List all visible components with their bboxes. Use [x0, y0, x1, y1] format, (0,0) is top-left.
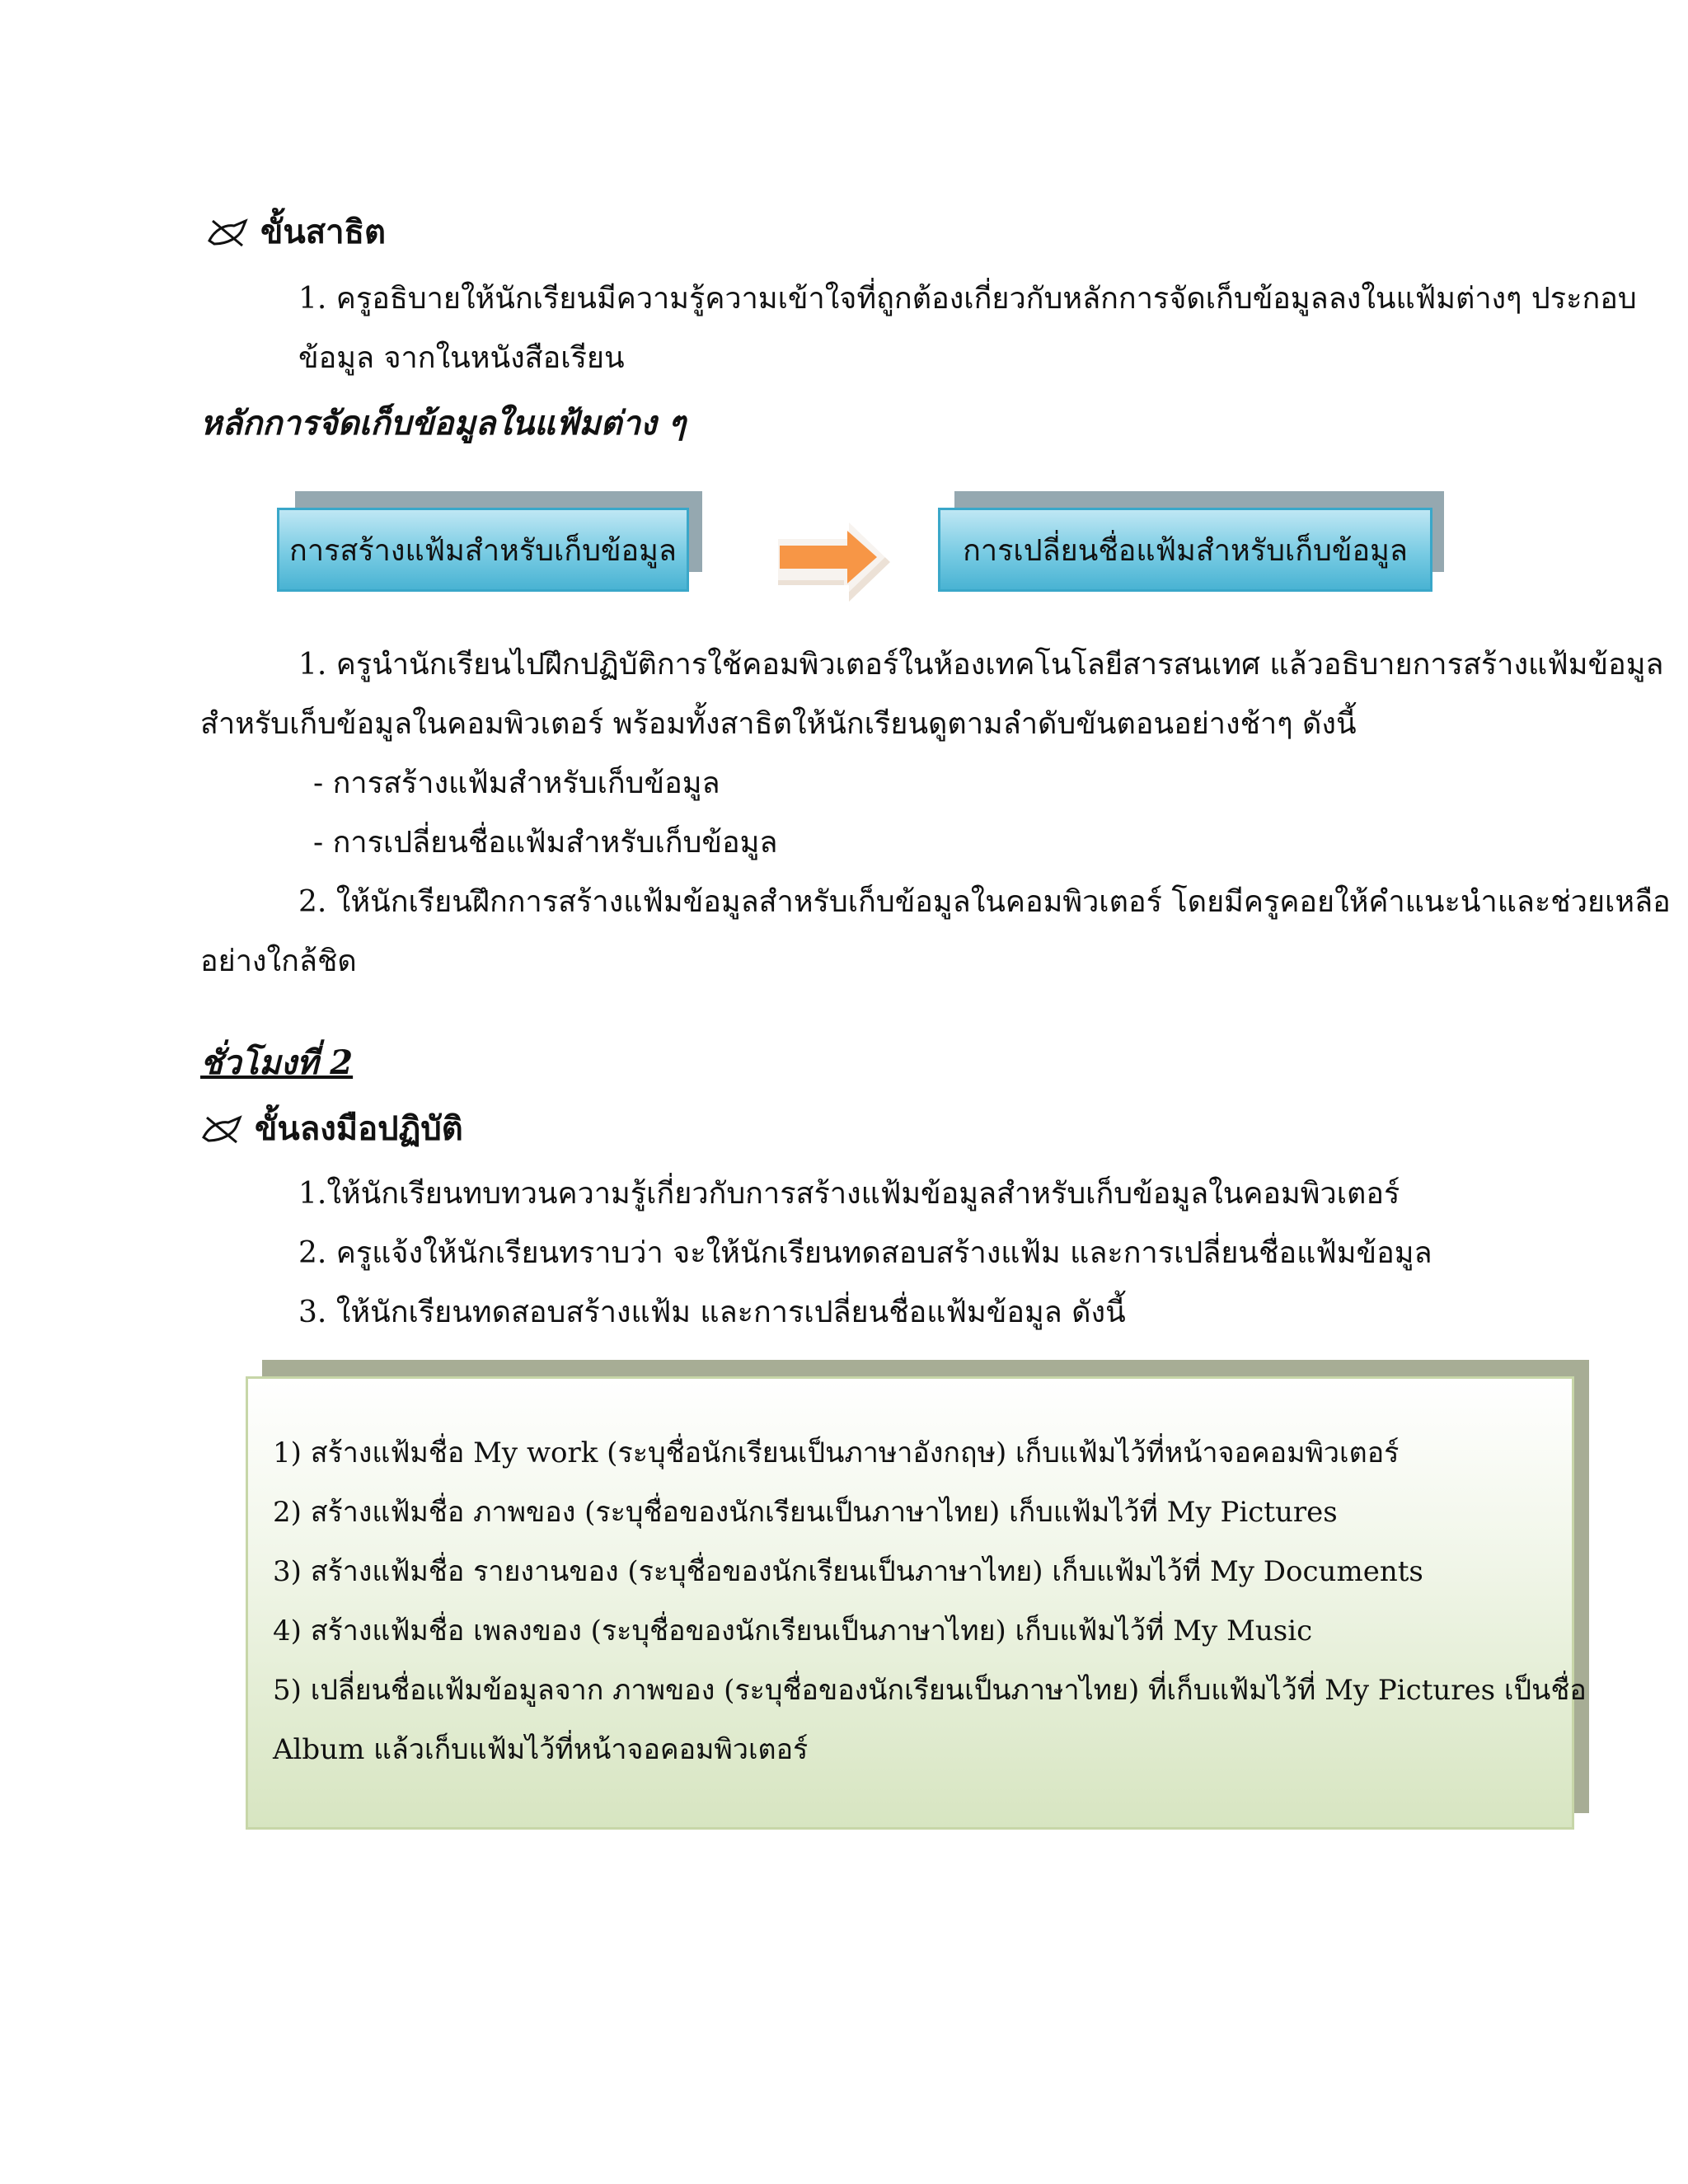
task-item: 2) สร้างแฟ้มชื่อ ภาพของ (ระบุชื่อของนักเรียนเป็นภาษาไทย) เก็บแฟ้มไว้ที่ My Pictures: [273, 1496, 1338, 1529]
task-item: Album แล้วเก็บแฟ้มไว้ที่หน้าจอคอมพิวเตอร์: [273, 1733, 809, 1766]
flow-box-create-folder: การสร้างแฟ้มสำหรับเก็บข้อมูล: [277, 508, 689, 592]
practice-item1: 1.ให้นักเรียนทบทวนความรู้เกี่ยวกับการสร้างแฟ้มข้อมูลสำหรับเก็บข้อมูลในคอมพิวเตอร์: [298, 1177, 1400, 1211]
section-heading-demonstration: [206, 209, 386, 255]
section-heading-text: ขั้นลงมือปฏิบัติ: [255, 1109, 463, 1148]
practice-item2: 2. ครูแจ้งให้นักเรียนทราบว่า จะให้นักเรียนทดสอบสร้างแฟ้ม และการเปลี่ยนชื่อแฟ้มข้อมูล: [298, 1236, 1432, 1270]
step1-line1: 1. ครูนำนักเรียนไปฝึกปฏิบัติการใช้คอมพิวเตอร์ในห้องเทคโนโลยีสารสนเทศ แล้วอธิบายการสร้างแฟ้มข้อมูล: [298, 648, 1664, 682]
para1-line1: 1. ครูอธิบายให้นักเรียนมีความรู้ความเข้าใจที่ถูกต้องเกี่ยวกับหลักการจัดเก็บข้อมูลลงในแฟ้มต่างๆ ประกอบ: [298, 282, 1637, 316]
step2-line2: อย่างใกล้ชิด: [200, 944, 357, 978]
step2-line1: 2. ให้นักเรียนฝึกการสร้างแฟ้มข้อมูลสำหรับเก็บข้อมูลในคอมพิวเตอร์ โดยมีครูคอยให้คำแนะนำและช่วยเหลือ: [298, 885, 1671, 919]
section-heading-text: ขั้นสาธิต: [260, 213, 386, 251]
task-box: [246, 1376, 1587, 1830]
section-heading-practice: [200, 1106, 463, 1152]
practice-item3: 3. ให้นักเรียนทดสอบสร้างแฟ้ม และการเปลี่ยนชื่อแฟ้มข้อมูล ดังนี้: [298, 1296, 1126, 1329]
writing-hand-icon: [200, 1113, 243, 1146]
step1-line2: สำหรับเก็บข้อมูลในคอมพิวเตอร์ พร้อมทั้งสาธิตให้นักเรียนดูตามลำดับขันตอนอย่างช้าๆ ดังนี้: [200, 707, 1357, 741]
task-item: 1) สร้างแฟ้มชื่อ My work (ระบุชื่อนักเรียนเป็นภาษาอังกฤษ) เก็บแฟ้มไว้ที่หน้าจอคอมพิวเตอร์: [273, 1436, 1400, 1469]
para1-line2: ข้อมูล จากในหนังสือเรียน: [298, 341, 625, 375]
task-item: 3) สร้างแฟ้มชื่อ รายงานของ (ระบุชื่อของนักเรียนเป็นภาษาไทย) เก็บแฟ้มไว้ที่ My Documents: [273, 1555, 1423, 1588]
hour2-title: ชั่วโมงที่ 2: [200, 1043, 354, 1082]
principles-title: หลักการจัดเก็บข้อมูลในแฟ้มต่าง ๆ: [200, 404, 686, 443]
flow-box-rename-folder: การเปลี่ยนชื่อแฟ้มสำหรับเก็บข้อมูล: [938, 508, 1432, 592]
bullet-create-folder: - การสร้างแฟ้มสำหรับเก็บข้อมูล: [313, 766, 720, 800]
task-item: 5) เปลี่ยนชื่อแฟ้มข้อมูลจาก ภาพของ (ระบุชื่อของนักเรียนเป็นภาษาไทย) ที่เก็บแฟ้มไว้ที่ My Pictures เป็นชื่อ: [273, 1674, 1587, 1707]
writing-hand-icon: [206, 216, 249, 249]
right-arrow-icon: [767, 518, 898, 608]
bullet-rename-folder: - การเปลี่ยนชื่อแฟ้มสำหรับเก็บข้อมูล: [313, 826, 778, 860]
task-item: 4) สร้างแฟ้มชื่อ เพลงของ (ระบุชื่อของนักเรียนเป็นภาษาไทย) เก็บแฟ้มไว้ที่ My Music: [273, 1615, 1313, 1647]
